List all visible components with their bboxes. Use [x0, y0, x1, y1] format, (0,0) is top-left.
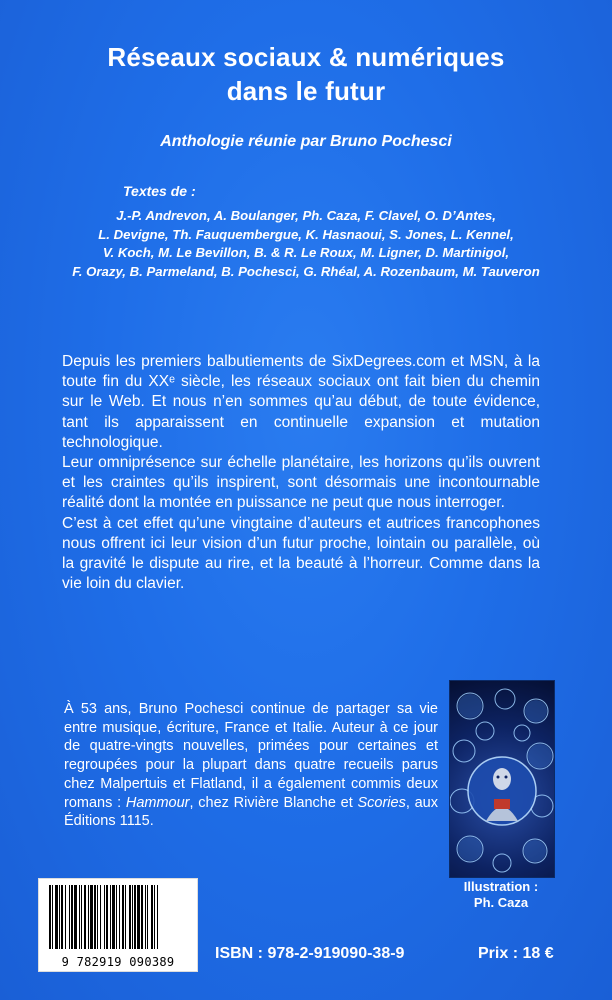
synopsis — [62, 352, 540, 594]
illustration-caption — [440, 879, 562, 911]
barcode-bars — [39, 879, 197, 953]
authors-line: F. Orazy, B. Parmeland, B. Pochesci, G. Rhéal, A. Rozenbaum, M. Tauveron — [72, 263, 540, 279]
isbn: ISBN : 978-2-919090-38-9 — [215, 945, 405, 962]
caption-line: Ph. Caza — [473, 895, 529, 910]
title-line-2: dans le futur — [226, 76, 386, 106]
bio-text: , chez Rivière Blanche et — [189, 794, 358, 811]
authors-label: Textes de : — [123, 183, 196, 199]
title-line-1: Réseaux sociaux & numériques — [107, 42, 505, 72]
book-title — [0, 40, 612, 108]
cover-illustration — [449, 680, 555, 878]
synopsis-paragraph: Depuis les premiers balbutiements de SixDegrees.com et MSN, à la toute fin du XXᵉ siècle, les réseaux sociaux ont fait bien du chemin sur le Web. Et nous n’en sommes qu’au début, de toute évidence, tant ils apparaissent en continuelle expansion et mutation technologique. — [62, 353, 540, 451]
bio-book-title: Scories — [357, 794, 406, 811]
bio-book-title: Hammour — [125, 794, 190, 811]
bio-text: À 53 ans, Bruno Pochesci continue de partager sa vie entre musique, écriture, France et Italie. Auteur à ce jour de quatre-vingts nouvelles, primées pour certaines et regroupées pour la plupart dans quatre recueils parus chez Malpertuis et Flatland, il a également commis deux romans : — [64, 701, 438, 811]
bio-text: , aux Éditions 1115. — [64, 794, 438, 830]
anthology-subtitle: Anthologie réunie par Bruno Pochesci — [160, 133, 452, 150]
synopsis-paragraph: Leur omniprésence sur échelle planétaire, les horizons qu’ils ouvrent et les craintes qu’ils inspirent, sont désormais une incontournable réalité dont la montée en puissance ne peut que nous interroger. — [62, 454, 540, 512]
synopsis-paragraph: C’est à cet effet qu’une vingtaine d’auteurs et autrices francophones nous offrent ici leur vision d’un futur proche, lointain ou parallèle, où la gravité le dispute au rire, et la beauté à l’horreur. Comme dans la vie loin du clavier. — [62, 514, 540, 593]
caption-line: Illustration : — [463, 879, 539, 894]
authors-list — [0, 207, 612, 281]
author-bio — [64, 700, 438, 831]
price: Prix : 18 € — [478, 945, 554, 962]
authors-line: J.-P. Andrevon, A. Boulanger, Ph. Caza, F. Clavel, O. D’Antes, — [116, 208, 496, 223]
authors-line: V. Koch, M. Le Bevillon, B. & R. Le Roux, M. Ligner, D. Martinigol, — [102, 245, 510, 260]
barcode-digits: 9 782919 090389 — [61, 955, 175, 969]
barcode — [38, 878, 198, 972]
authors-line: L. Devigne, Th. Fauquembergue, K. Hasnaoui, S. Jones, L. Kennel, — [98, 226, 514, 242]
